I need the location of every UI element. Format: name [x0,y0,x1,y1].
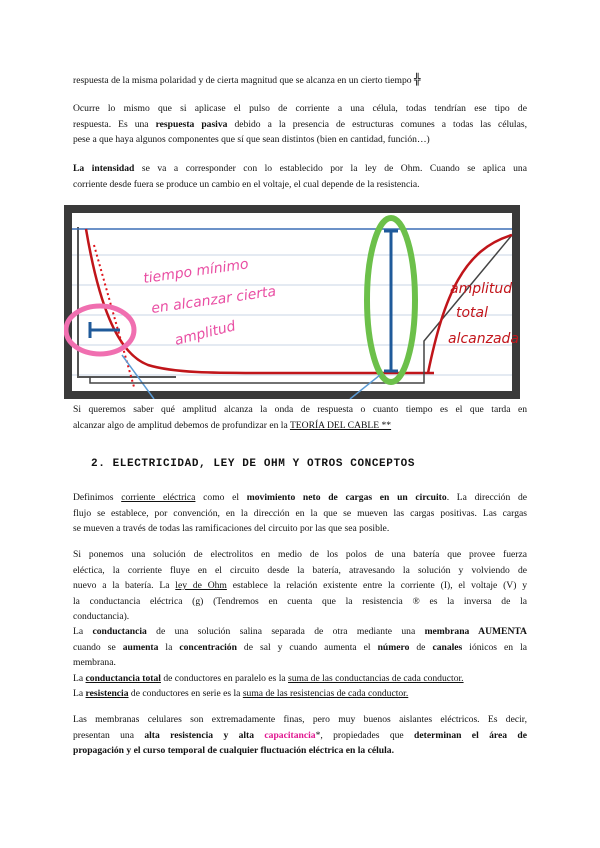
current-line-1: Definimos corriente eléctrica como el movimiento neto de cargas en un circuito. La dirección de [73,492,527,503]
passive-line-3: pese a que haya algunos componentes que sí que sean distintos (bien en cantidad, función…) [73,134,430,145]
membranes-line-1: Las membranas celulares son extremadamente finas, pero muy buenos aislantes eléctricos. Es decir, [73,714,527,725]
intensity-paragraph [73,161,527,192]
note-right-3: alcanzada [448,331,520,347]
current-paragraph [73,490,527,537]
note-right-2: total [456,305,489,321]
ohm-line-3: nuevo a la batería. La ley de Ohm establece la relación existente entre la corriente (I), el voltaje (V) y [73,580,527,591]
passive-response-paragraph [73,101,527,148]
passive-term: respuesta pasiva [155,118,228,130]
current-line-2: flujo se establece, por convención, en la dirección en la que se mueven las cargas positivas. Las cargas [73,507,527,519]
ohm-line-5: conductancia). [73,611,130,622]
section-heading: 2. ELECTRICIDAD, LEY DE OHM Y OTROS CONCEPTOS [91,458,416,470]
membranes-paragraph [73,712,527,759]
cable-theory-link: TEORÍA DEL CABLE ** [289,419,392,431]
passive-line-1: Ocurre lo mismo que si aplicase el pulso de corriente a una célula, todas tendrían ese tipo de [73,103,527,114]
plot-area [72,213,512,391]
intensity-term: La intensidad [73,163,135,174]
ohm-line-4: la conductancia eléctrica (g) (Tendremos en cuenta que la resistencia ® es la inversa de la [73,595,527,607]
ohm-line-1: Si ponemos una solución de electrolitos en medio de los polos de una batería que provee fuerza [73,549,527,560]
response-figure [64,205,520,399]
note-left-2: en alcanzar cierta [150,283,278,317]
cable-line-2: alcanzar algo de amplitud debemos de profundizar en la TEORÍA DEL CABLE ** [73,419,392,431]
note-left-3: amplitud [173,318,238,349]
current-line-3: se mueven a través de todas las ramificaciones del circuito por las que sea posible. [73,523,390,534]
passive-line-2: respuesta. Es una respuesta pasiva debido a la presencia de estructuras comunes a todas las células, [73,118,527,130]
conductance-line-4: La conductancia total de conductores en paralelo es la suma de las conductancias de cada conductor. [73,672,464,684]
conductance-line-2: cuando se aumenta la concentración de sal y cuando aumenta el número de canales iónicos en la [73,641,527,653]
ohm-paragraph [73,547,527,625]
membranes-line-2: presentan una alta resistencia y alta capacitancia*, propiedades que determinan el área de [73,729,527,741]
cable-paragraph [73,402,527,433]
capacitance-term: capacitancia [264,729,316,741]
membranes-line-3: propagación y el curso temporal de cualquier fluctuación eléctrica en la célula. [73,745,394,756]
conductance-line-1: La conductancia de una solución salina separada de otra mediante una membrana AUMENTA [73,626,527,637]
intensity-line-1: La intensidad se va a corresponder con lo establecido por la ley de Ohm. Cuando se aplica una [73,163,527,174]
anchor-mark: ╬ [414,73,421,86]
intro-paragraph [73,72,527,89]
note-right-1: amplitud [450,281,513,297]
intro-text: respuesta de la misma polaridad y de cierta magnitud que se alcanza en un cierto tiempo [73,75,412,86]
conductance-paragraph [73,624,527,702]
ohm-line-2: eléctica, la corriente fluye en el circuito desde la batería, atravesando la solución y volviendo de [73,564,527,576]
conductance-line-3: membrana. [73,657,116,668]
note-left-1: tiempo mínimo [142,256,250,287]
cable-line-1: Si queremos saber qué amplitud alcanza la onda de respuesta o cuanto tiempo es el que tarda en [73,404,527,415]
intensity-line-2: corriente desde fuera se produce un cambio en el voltaje, el cual depende de la resistencia. [73,178,420,190]
conductance-line-5: La resistencia de conductores en serie es la suma de las resistencias de cada conductor. [73,688,409,699]
